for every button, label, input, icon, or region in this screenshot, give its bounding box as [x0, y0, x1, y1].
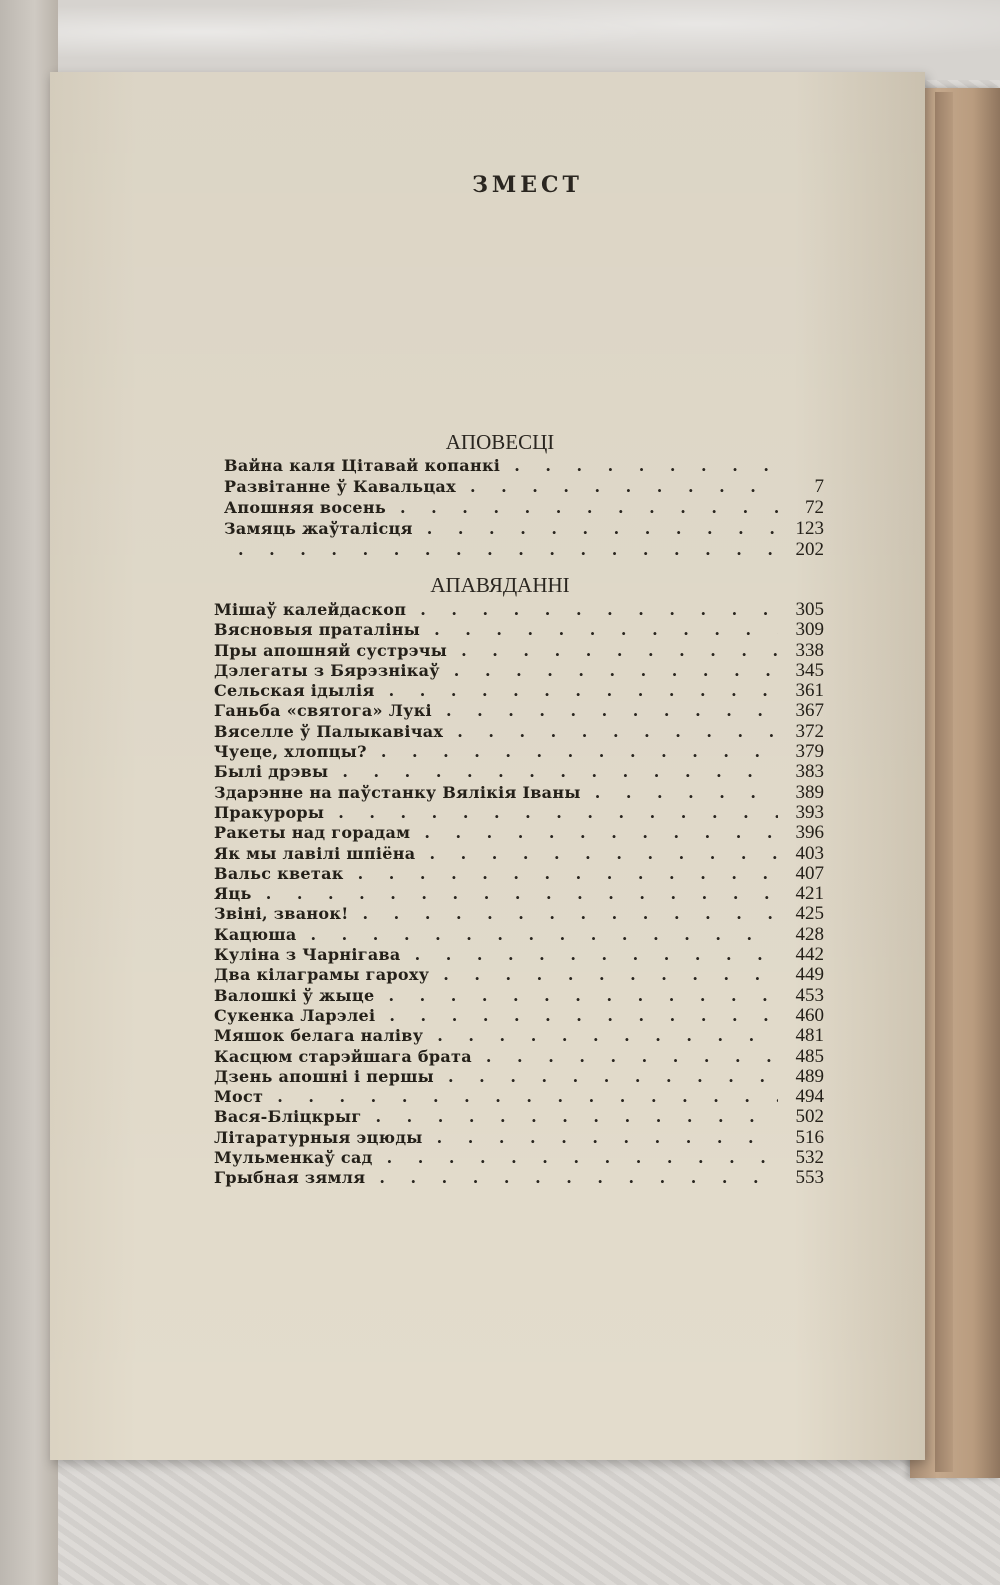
dot-leader — [437, 1026, 778, 1046]
dot-leader — [238, 539, 778, 560]
toc-entry-title: Вайна каля Цітавай копанкі — [224, 456, 501, 475]
toc-entry — [214, 904, 824, 924]
toc-entry-title: Два кілаграмы гароху — [214, 965, 430, 985]
toc-entry-title: Развітанне ў Кавальцах — [224, 477, 456, 496]
toc-entry-page-number: 367 — [795, 700, 824, 722]
toc-entry-page-number: 485 — [795, 1045, 824, 1067]
toc-entry-title: Апошняя восень — [224, 498, 387, 517]
dot-leader — [379, 1168, 778, 1188]
toc-entry-page-number: 72 — [805, 497, 824, 518]
toc-entry — [214, 945, 824, 965]
toc-entry-title: Вася-Бліцкрыг — [214, 1107, 362, 1127]
toc-entry-title: Ракеты над горадам — [214, 823, 411, 843]
toc-entry-page-number: 453 — [795, 984, 824, 1006]
toc-entry-page-number: 396 — [795, 822, 824, 844]
toc-entry-title: Вальс кветак — [214, 863, 344, 883]
section-heading-apovesci: АПОВЕСЦІ — [445, 430, 555, 454]
section-heading-apavyadanni: АПАВЯДАННІ — [430, 573, 570, 597]
toc-entry-title: Дзень апошні і першы — [214, 1066, 435, 1086]
toc-entry — [214, 1128, 824, 1148]
toc-entry-page-number: 202 — [795, 539, 824, 560]
toc-entry — [214, 681, 824, 701]
toc-entry-title: Былі дрэвы — [214, 762, 329, 782]
toc-entry-title: Мяшок белага наліву — [214, 1026, 424, 1046]
dot-leader — [443, 965, 778, 985]
dot-leader — [389, 681, 778, 701]
dot-leader — [375, 1107, 778, 1127]
toc-entry — [214, 1168, 824, 1188]
toc-entry-page-number: 502 — [795, 1106, 824, 1128]
toc-entry — [214, 1067, 824, 1087]
toc-entry-title: Мост — [214, 1087, 264, 1107]
toc-entry-page-number: 338 — [795, 639, 824, 661]
toc-entry-page-number: 516 — [795, 1126, 824, 1148]
dot-leader — [277, 1087, 778, 1107]
page-title: ЗМЕСТ — [472, 172, 583, 198]
dot-leader — [381, 742, 778, 762]
toc-entry — [214, 600, 824, 620]
book-page — [50, 72, 925, 1460]
toc-entry — [214, 620, 824, 640]
toc-entry-page-number: 345 — [795, 659, 824, 681]
toc-entry-title: Вясновыя праталіны — [214, 620, 421, 640]
toc-entry-page-number: 460 — [795, 1004, 824, 1026]
dot-leader — [338, 803, 778, 823]
toc-entry-title: Яць — [214, 884, 252, 904]
toc-entry — [214, 701, 824, 721]
toc-entry-page-number: 389 — [795, 781, 824, 803]
dot-leader — [420, 600, 778, 620]
toc-entry-title: Сукенка Ларэлеі — [214, 1005, 376, 1025]
toc-entry — [214, 965, 824, 985]
toc-entry — [214, 661, 824, 681]
dot-leader — [595, 783, 778, 803]
toc-entry-title: Чуеце, хлопцы? — [214, 742, 367, 762]
toc-entry — [224, 476, 824, 497]
toc-entry — [214, 742, 824, 762]
toc-entry-page-number: 442 — [795, 944, 824, 966]
toc-entry-page-number: 494 — [795, 1086, 824, 1108]
toc-entry-title: Касцюм старэйшага брата — [214, 1046, 472, 1066]
dot-leader — [434, 620, 778, 640]
toc-entry-page-number: 7 — [814, 476, 824, 497]
tablecloth-background — [0, 0, 1000, 80]
toc-entry — [214, 884, 824, 904]
dot-leader — [448, 1067, 778, 1087]
toc-entry-title: Сельская ідылія — [214, 681, 375, 701]
dot-leader — [486, 1047, 778, 1067]
toc-entry — [224, 455, 824, 476]
dot-leader — [342, 762, 778, 782]
toc-entry-page-number: 403 — [795, 842, 824, 864]
toc-entry — [214, 762, 824, 782]
toc-entry — [214, 1006, 824, 1026]
toc-entry-page-number: 305 — [795, 599, 824, 620]
toc-entry-page-number: 393 — [795, 801, 824, 823]
dot-leader — [461, 641, 778, 661]
toc-entry-title: Як мы лавілі шпіёна — [214, 843, 416, 863]
book-spine-edge — [935, 92, 953, 1472]
toc-entry — [214, 783, 824, 803]
toc-entry-title: Валошкі ў жыце — [214, 985, 375, 1005]
toc-entry — [214, 1026, 824, 1046]
toc-entry-page-number: 421 — [795, 883, 824, 905]
toc-entry-title: Грыбная зямля — [214, 1168, 366, 1188]
dot-leader — [427, 518, 778, 539]
toc-entry — [214, 986, 824, 1006]
dot-leader — [429, 844, 778, 864]
toc-entry — [214, 844, 824, 864]
toc-entry — [224, 497, 824, 518]
dot-leader — [437, 1128, 778, 1148]
toc-entry-page-number: 425 — [795, 903, 824, 925]
dot-leader — [400, 497, 778, 518]
toc-entry-title: Здарэнне на паўстанку Вялікія Іваны — [214, 782, 581, 802]
dot-leader — [446, 701, 778, 721]
dot-leader — [514, 455, 778, 476]
toc-entry-title: Пры апошняй сустрэчы — [214, 640, 448, 660]
toc-entry-page-number: 428 — [795, 923, 824, 945]
toc-entry-title: Літаратурныя эцюды — [214, 1127, 423, 1147]
dot-leader — [424, 823, 778, 843]
toc-entry-page-number: 123 — [795, 518, 824, 539]
dot-leader — [457, 722, 778, 742]
toc-entry-title: Мішаў калейдаскоп — [214, 600, 407, 619]
toc-entry — [214, 803, 824, 823]
toc-entry-page-number: 532 — [795, 1147, 824, 1169]
toc-entry — [214, 1047, 824, 1067]
toc-entry — [214, 1148, 824, 1168]
toc-entry — [224, 539, 824, 560]
dot-leader — [387, 1148, 778, 1168]
toc-entry-page-number: 372 — [795, 720, 824, 742]
toc-entry-title: Ганьба «святога» Лукі — [214, 701, 432, 721]
toc-entry-page-number: 383 — [795, 761, 824, 783]
toc-entry-page-number: 407 — [795, 862, 824, 884]
dot-leader — [388, 986, 778, 1006]
toc-entry-title: Вяселле ў Палыкавічах — [214, 721, 444, 741]
toc-entry-page-number: 361 — [795, 680, 824, 702]
dot-leader — [470, 476, 778, 497]
toc-entry-title: Дэлегаты з Бярэзнікаў — [214, 660, 440, 680]
toc-list-apovesci — [224, 455, 824, 560]
toc-entry-title: Замяць жаўталісця — [224, 519, 413, 538]
toc-list-apavyadanni — [214, 600, 824, 1189]
toc-entry-title: Кацюша — [214, 924, 297, 944]
dot-leader — [415, 945, 778, 965]
toc-entry-page-number: 489 — [795, 1065, 824, 1087]
toc-entry — [214, 823, 824, 843]
dot-leader — [266, 884, 778, 904]
toc-entry — [214, 1087, 824, 1107]
dot-leader — [363, 904, 778, 924]
toc-entry-page-number: 449 — [795, 964, 824, 986]
dot-leader — [454, 661, 778, 681]
toc-entry — [214, 722, 824, 742]
toc-entry-page-number: 379 — [795, 741, 824, 763]
toc-entry — [214, 1107, 824, 1127]
toc-entry-title: Мульменкаў сад — [214, 1148, 373, 1168]
toc-entry-title: Куліна з Чарнігава — [214, 945, 401, 965]
dot-leader — [389, 1006, 778, 1026]
toc-entry-title: Пракуроры — [214, 802, 325, 822]
toc-entry — [214, 864, 824, 884]
toc-entry-page-number: 481 — [795, 1025, 824, 1047]
toc-entry-title: Звіні, званок! — [214, 904, 349, 924]
toc-entry-page-number: 309 — [795, 619, 824, 641]
dot-leader — [311, 925, 778, 945]
toc-entry — [214, 925, 824, 945]
toc-entry — [224, 518, 824, 539]
toc-entry-page-number: 553 — [795, 1167, 824, 1189]
dot-leader — [358, 864, 778, 884]
toc-entry — [214, 641, 824, 661]
